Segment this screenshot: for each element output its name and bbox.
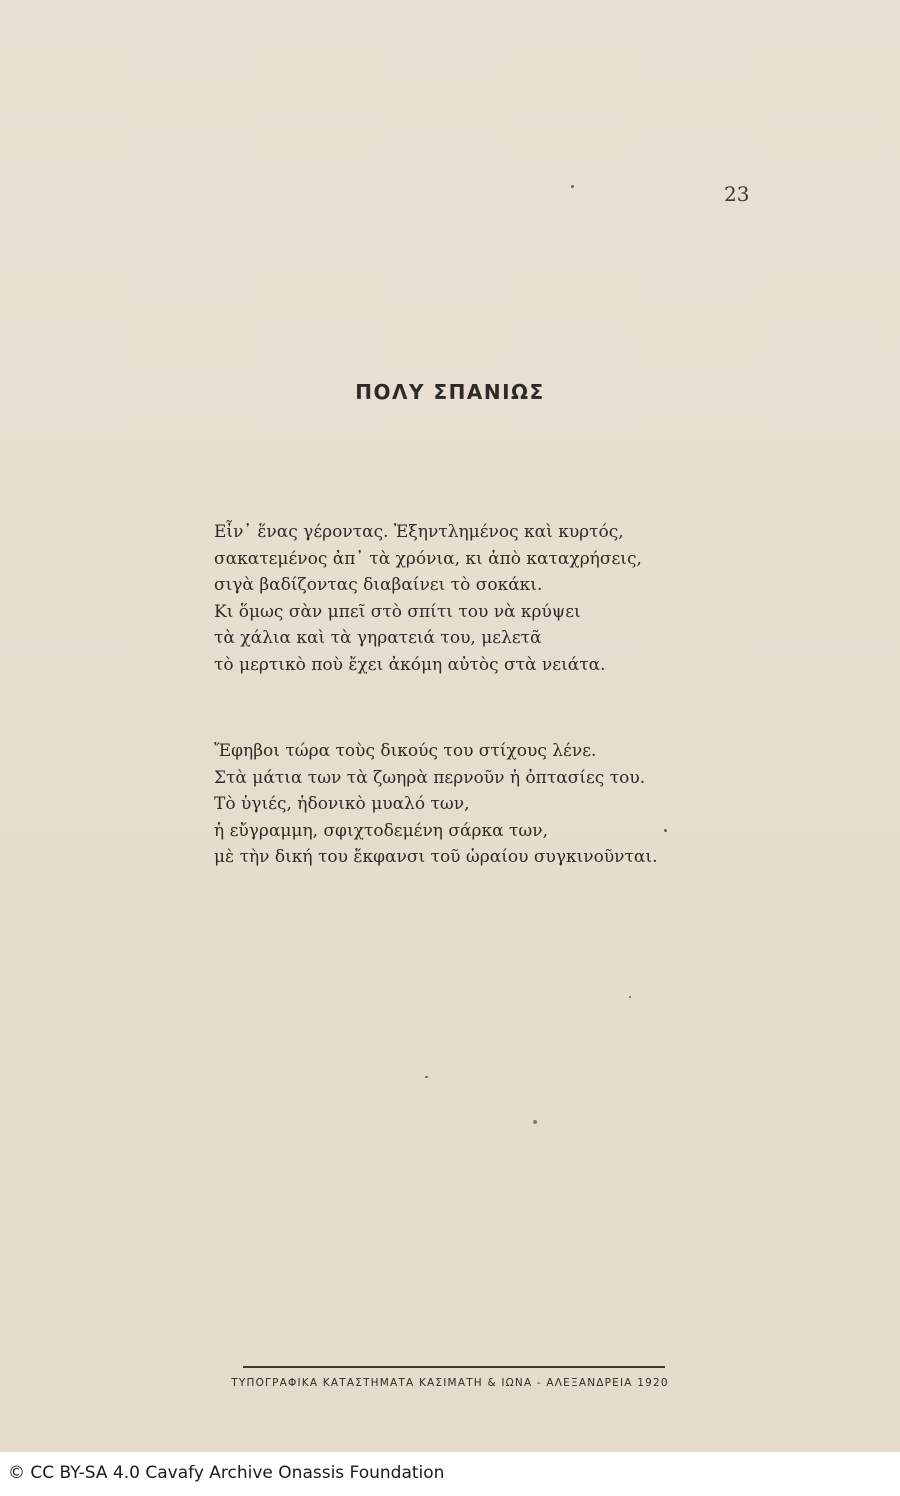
verse-line: ἡ εὔγραμμη, σφιχτοδεμένη σάρκα των, xyxy=(214,820,548,841)
verse-line: τὸ μερτικὸ ποὺ ἔχει ἀκόμη αὐτὸς στὰ νειάτα. xyxy=(214,654,606,675)
paper-speck xyxy=(629,996,631,998)
verse-line: Κι ὅμως σὰν μπεῖ στὸ σπίτι του νὰ κρύψει xyxy=(214,601,581,622)
verse-line: Τὸ ὑγιές, ἡδονικὸ μυαλό των, xyxy=(214,794,470,814)
paper-speck xyxy=(664,829,667,832)
stanza-1 xyxy=(214,519,642,678)
paper-speck xyxy=(571,185,574,188)
verse-line: Εἶν᾽ ἕνας γέροντας. Ἐξηντλημένος καὶ κυρτός, xyxy=(214,522,624,542)
poem-title: ΠΟΛΥ ΣΠΑΝΙΩΣ xyxy=(355,380,545,404)
paper-speck xyxy=(425,1076,428,1078)
verse-line: μὲ τὴν δική του ἔκφανσι τοῦ ὡραίου συγκινοῦνται. xyxy=(214,847,658,867)
verse-line: Στὰ μάτια των τὰ ζωηρὰ περνοῦν ἡ ὀπτασίες του. xyxy=(214,767,646,788)
printer-colophon: ΤΥΠΟΓΡΑΦΙΚΑ ΚΑΤΑΣΤΗΜΑΤΑ ΚΑΣΙΜΑΤΗ & ΙΩΝΑ - ΑΛΕΞΑΝΔΡΕΙΑ 1920 xyxy=(231,1377,669,1389)
verse-line: Ἔφηβοι τώρα τοὺς δικούς του στίχους λένε. xyxy=(214,741,597,761)
verse-line: τὰ χάλια καὶ τὰ γηρατειά του, μελετᾶ xyxy=(214,628,542,648)
paper-speck xyxy=(533,1120,537,1124)
license-credit: © CC BY-SA 4.0 Cavafy Archive Onassis Foundation xyxy=(8,1463,445,1483)
verse-line: σιγὰ βαδίζοντας διαβαίνει τὸ σοκάκι. xyxy=(214,575,543,595)
colophon-rule xyxy=(243,1366,665,1368)
verse-line: σακατεμένος ἀπ᾽ τὰ χρόνια, κι ἀπὸ καταχρήσεις, xyxy=(214,548,642,569)
page-number: 23 xyxy=(724,182,750,206)
stanza-2 xyxy=(214,738,657,871)
